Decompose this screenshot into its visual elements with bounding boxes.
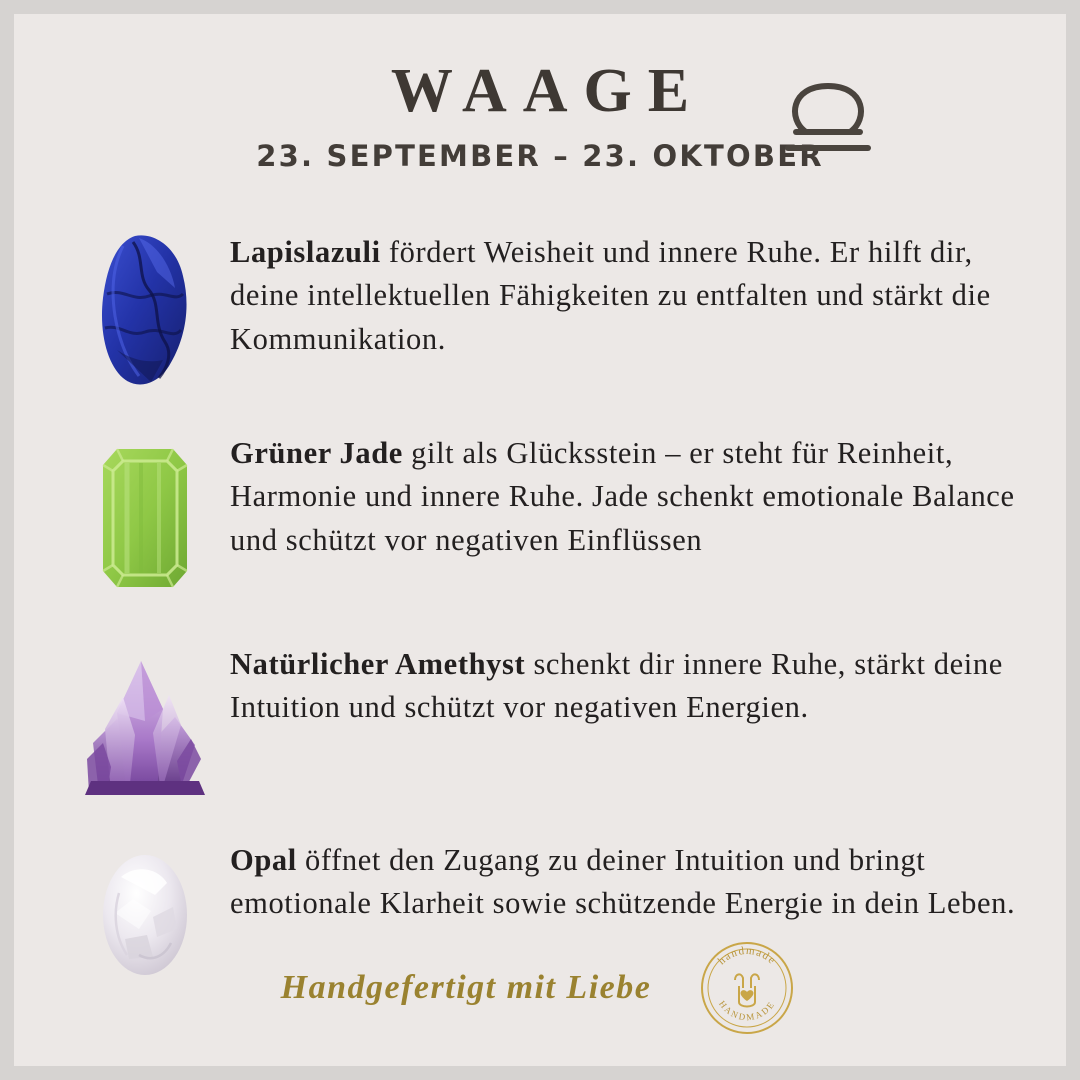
list-item xyxy=(60,225,1020,400)
libra-zodiac-symbol xyxy=(768,70,888,180)
stone-body: öffnet den Zugang zu deiner Intuition und bringt emotionale Klarheit sowie schützende Energie in dein Leben. xyxy=(230,842,1016,921)
green-jade-stone-icon xyxy=(60,426,230,611)
stone-body: schenkt dir innere Ruhe, stärkt deine Intuition und schützt vor negativen Energien. xyxy=(230,646,1003,725)
list-item xyxy=(60,637,1020,807)
list-item xyxy=(60,426,1020,611)
stone-name: Natürlicher Amethyst xyxy=(230,646,526,681)
handmade-seal-badge xyxy=(695,936,799,1040)
header xyxy=(14,14,1066,173)
svg-text:HANDMADE xyxy=(717,999,777,1023)
zodiac-info-card xyxy=(14,14,1066,1066)
date-range: 23. SEPTEMBER – 23. OKTOBER xyxy=(256,138,824,173)
stone-description xyxy=(230,225,1020,361)
stone-list xyxy=(14,225,1066,993)
badge-top-text: handmade xyxy=(716,944,779,968)
stone-body: gilt als Glücksstein – er steht für Reinheit, Harmonie und innere Ruhe. Jade schenkt emotionale Balance und schützt vor negativen Einflüssen xyxy=(230,435,1015,557)
stone-description xyxy=(230,833,1020,926)
amethyst-cluster-icon xyxy=(60,637,230,807)
lapislazuli-stone-icon xyxy=(60,225,230,400)
stone-name: Grüner Jade xyxy=(230,435,403,470)
stone-name: Opal xyxy=(230,842,297,877)
stone-name: Lapislazuli xyxy=(230,234,381,269)
stone-description xyxy=(230,426,1020,562)
page-title: WAAGE xyxy=(390,57,706,125)
footer-tagline: Handgefertigt mit Liebe xyxy=(280,969,652,1006)
stone-description xyxy=(230,637,1020,730)
badge-bottom-text: HANDMADE xyxy=(717,998,778,1023)
stone-body: fördert Weisheit und innere Ruhe. Er hilft dir, deine intellektuellen Fähigkeiten zu entfalten und stärkt die Kommunikation. xyxy=(230,234,991,356)
footer xyxy=(14,936,1066,1040)
